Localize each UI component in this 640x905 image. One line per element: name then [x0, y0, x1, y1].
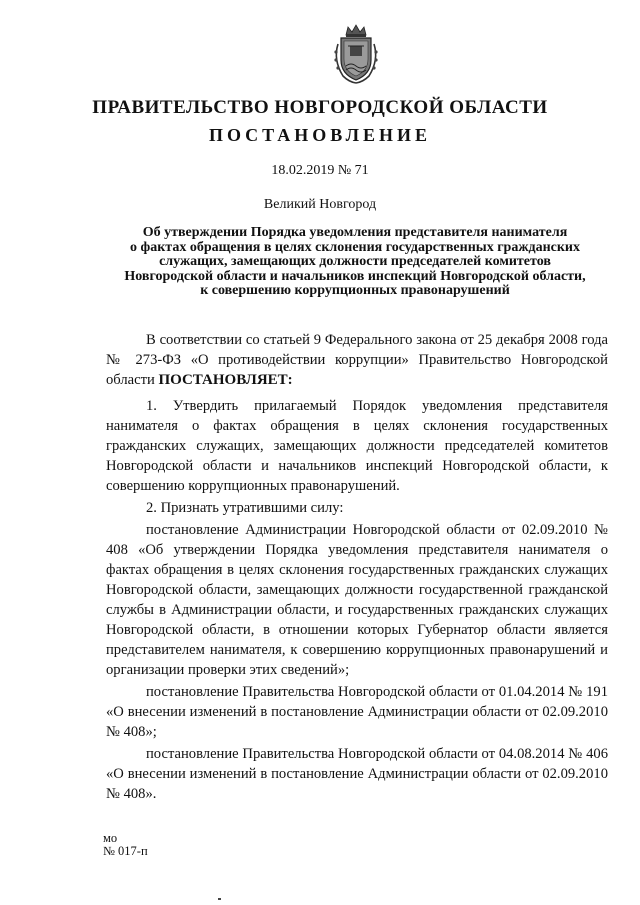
preamble-text: В соответствии со статьей 9 Федерального закона от 25 декабря 2008 года № 273-ФЗ «О противодействии коррупции» Правительство Новгородской области	[106, 332, 608, 388]
document-code	[103, 832, 148, 858]
item-2-paragraph: 2. Признать утратившими силу:	[146, 500, 344, 516]
preamble-paragraph	[106, 330, 608, 390]
scan-speck	[218, 898, 221, 900]
document-heading	[100, 226, 610, 299]
heading-line: Об утверждении Порядка уведомления представителя нанимателя	[142, 225, 568, 240]
heading-line: служащих, замещающих должности председателей комитетов	[159, 254, 551, 269]
novgorod-coat-of-arms-icon	[329, 22, 383, 86]
heading-line: Новгородской области и начальников инспекций Новгородской области,	[124, 268, 586, 284]
decree-word: ПОСТАНОВЛЯЕТ:	[158, 372, 293, 388]
revoked-act-1: постановление Администрации Новгородской области от 02.09.2010 № 408 «Об утверждении Порядка уведомления представителя нанимателя о фактах обращения в целях склонения государственных гражданских служащих Новгородской области, замещающих должности государственной гражданской службы в Администрации области, и государственных гражданских служащих Новгородской области, в отношении которых Губернатор области является представителем нанимателя, к совершению коррупционных правонарушений и организации проверки этих сведений»;	[106, 522, 608, 678]
revoked-act-2: постановление Правительства Новгородской области от 01.04.2014 № 191 «О внесении изменений в постановление Администрации области от 02.09.2010 № 408»;	[106, 684, 608, 740]
heading-line: к совершению коррупционных правонарушений	[200, 283, 510, 298]
document-kind: ПОСТАНОВЛЕНИЕ	[208, 125, 432, 145]
government-title: ПРАВИТЕЛЬСТВО НОВГОРОДСКОЙ ОБЛАСТИ	[92, 97, 548, 118]
date-number: 18.02.2019 № 71	[271, 163, 369, 178]
heading-line: о фактах обращения в целях склонения государственных гражданских	[130, 239, 580, 255]
code-line-2: № 017-п	[103, 844, 148, 858]
revoked-act-3: постановление Правительства Новгородской области от 04.08.2014 № 406 «О внесении изменений в постановление Администрации области от 02.09.2010 № 408».	[106, 746, 608, 802]
code-line-1: мо	[103, 831, 118, 845]
document-body	[106, 330, 608, 804]
item-1-paragraph: 1. Утвердить прилагаемый Порядок уведомления представителя нанимателя о фактах обращения в целях склонения государственных гражданских служащих, замещающих должности председателей комитетов Новгородской области и начальников инспекций Новгородской области, к совершению коррупционных правонарушений.	[106, 398, 608, 494]
city: Великий Новгород	[263, 197, 377, 212]
